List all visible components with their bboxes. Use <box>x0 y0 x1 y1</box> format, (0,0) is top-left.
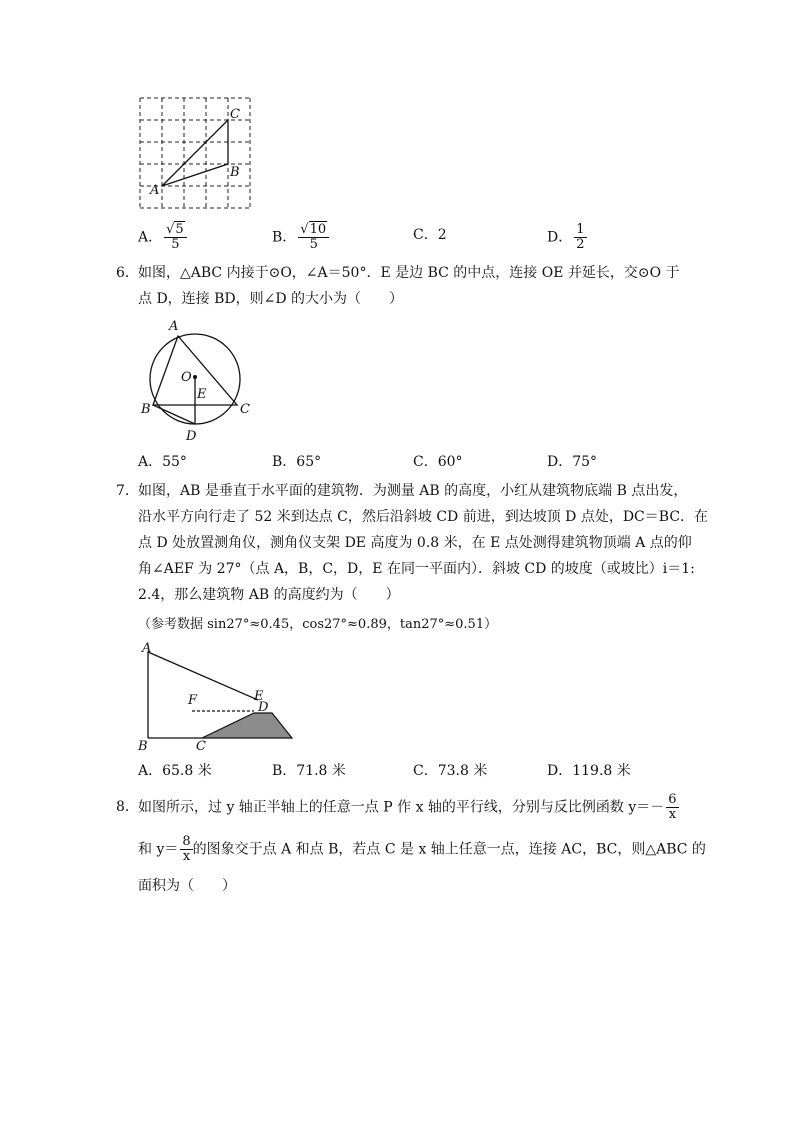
q8-fraction2-denominator: x <box>182 849 191 864</box>
q6-label-o: O <box>181 370 192 385</box>
q7-slope-hill <box>202 713 292 738</box>
q7-text-line5: 2.4，那么建筑物 AB 的高度约为（ ） <box>138 587 400 603</box>
q5-label-a: A <box>150 183 160 198</box>
q6-option-a[interactable]: A．55° <box>138 454 187 470</box>
q8-text-line2 <box>138 835 706 864</box>
q5-label-b: B <box>230 165 240 180</box>
q6-text-line1: 如图，△ABC 内接于⊙O，∠A＝50°．E 是边 BC 的中点，连接 OE 并延长，交⊙O 于 <box>138 265 680 281</box>
q6-segment-bd <box>153 405 195 424</box>
q6-option-d[interactable]: D．75° <box>547 454 598 470</box>
q5-option-c[interactable]: C．2 <box>413 227 447 243</box>
q8-text-line3: 面积为（ ） <box>138 878 236 894</box>
q7-option-c[interactable]: C．73.8 米 <box>413 763 488 779</box>
q7-label-e: E <box>254 689 264 704</box>
q7-option-d[interactable]: D．119.8 米 <box>547 763 631 779</box>
q6-center-dot <box>193 375 197 379</box>
q5-option-d-fraction <box>574 223 586 252</box>
q6-text-line2: 点 D，连接 BD，则∠D 的大小为（ ） <box>138 291 404 307</box>
q6-label-c: C <box>240 402 250 417</box>
q5-option-a-letter: A． <box>138 229 163 246</box>
q6-circle-figure <box>136 316 256 446</box>
q8-fraction-8-over-x <box>180 835 192 864</box>
q5-label-c: C <box>230 107 240 122</box>
q5-option-d-letter: D． <box>547 229 573 246</box>
q7-text-line2: 沿水平方向行走了 52 米到达点 C，然后沿斜坡 CD 前进，到达坡顶 D 点处，DC＝BC．在 <box>138 509 709 525</box>
q8-line1-text: 如图所示，过 y 轴正半轴上的任意一点 P 作 x 轴的平行线，分别与反比例函数 y＝－ <box>138 799 665 816</box>
q5-option-d-denominator: 2 <box>576 237 585 252</box>
q5-triangle-abc <box>162 120 228 186</box>
q7-label-a: A <box>142 641 152 656</box>
q7-text-line4: 角∠AEF 为 27°（点 A，B，C，D，E 在同一平面内）．斜坡 CD 的坡度（或坡比）i＝1: <box>138 561 695 577</box>
q6-number: 6． <box>116 265 139 281</box>
q8-fraction1-numerator: 6 <box>668 792 677 807</box>
q5-option-b-fraction: $\frac{√10}{5}$ <box>298 223 329 252</box>
q8-fraction1-denominator: x <box>668 807 677 822</box>
q8-fraction2-numerator: 8 <box>182 834 191 849</box>
q5-grid-figure <box>130 90 260 212</box>
q7-building-figure <box>136 640 302 756</box>
q6-label-d: D <box>186 429 197 444</box>
q5-option-b[interactable] <box>272 223 329 252</box>
q7-option-b[interactable]: B．71.8 米 <box>272 763 346 779</box>
q7-label-c: C <box>196 739 206 754</box>
q8-line2-post: 的图象交于点 A 和点 B，若点 C 是 x 轴上任意一点，连接 AC，BC，则△ABC 的 <box>192 841 706 858</box>
q6-label-a: A <box>169 319 179 334</box>
q8-line2-pre: 和 y＝ <box>138 841 179 858</box>
q6-option-c[interactable]: C．60° <box>413 454 463 470</box>
q5-option-d-numerator: 1 <box>576 222 585 237</box>
q8-text-line1 <box>138 793 679 822</box>
q6-label-b: B <box>141 402 151 417</box>
q8-fraction-neg6-over-x <box>666 793 678 822</box>
q5-option-a-fraction: $\frac{√5}{5}$ <box>164 223 187 252</box>
q7-label-f: F <box>188 693 198 708</box>
q6-option-b[interactable]: B．65° <box>272 454 322 470</box>
q8-number: 8． <box>116 799 139 815</box>
q7-sight-line-ae <box>148 652 258 700</box>
q5-option-d[interactable] <box>547 223 587 252</box>
q7-text-line3: 点 D 处放置测角仪，测角仪支架 DE 高度为 0.8 米，在 E 点处测得建筑物顶端 A 点的仰 <box>138 535 692 551</box>
q5-option-b-letter: B． <box>272 229 297 246</box>
q5-option-b-numerator: 10 <box>309 222 327 237</box>
q7-label-d: D <box>258 700 269 715</box>
q5-option-a[interactable] <box>138 223 187 252</box>
q5-option-a-denominator: 5 <box>171 237 180 252</box>
q7-number: 7． <box>116 483 139 499</box>
q7-text-line1: 如图，AB 是垂直于水平面的建筑物．为测量 AB 的高度，小红从建筑物底端 B 点出发， <box>138 483 688 499</box>
q7-option-a[interactable]: A．65.8 米 <box>138 763 212 779</box>
q7-label-b: B <box>138 739 148 754</box>
q7-reference-data: （参考数据 sin27°≈0.45，cos27°≈0.89，tan27°≈0.51） <box>138 617 498 632</box>
q6-label-e: E <box>197 387 207 402</box>
q5-option-a-numerator: 5 <box>175 222 184 237</box>
q5-option-b-denominator: 5 <box>309 237 318 252</box>
